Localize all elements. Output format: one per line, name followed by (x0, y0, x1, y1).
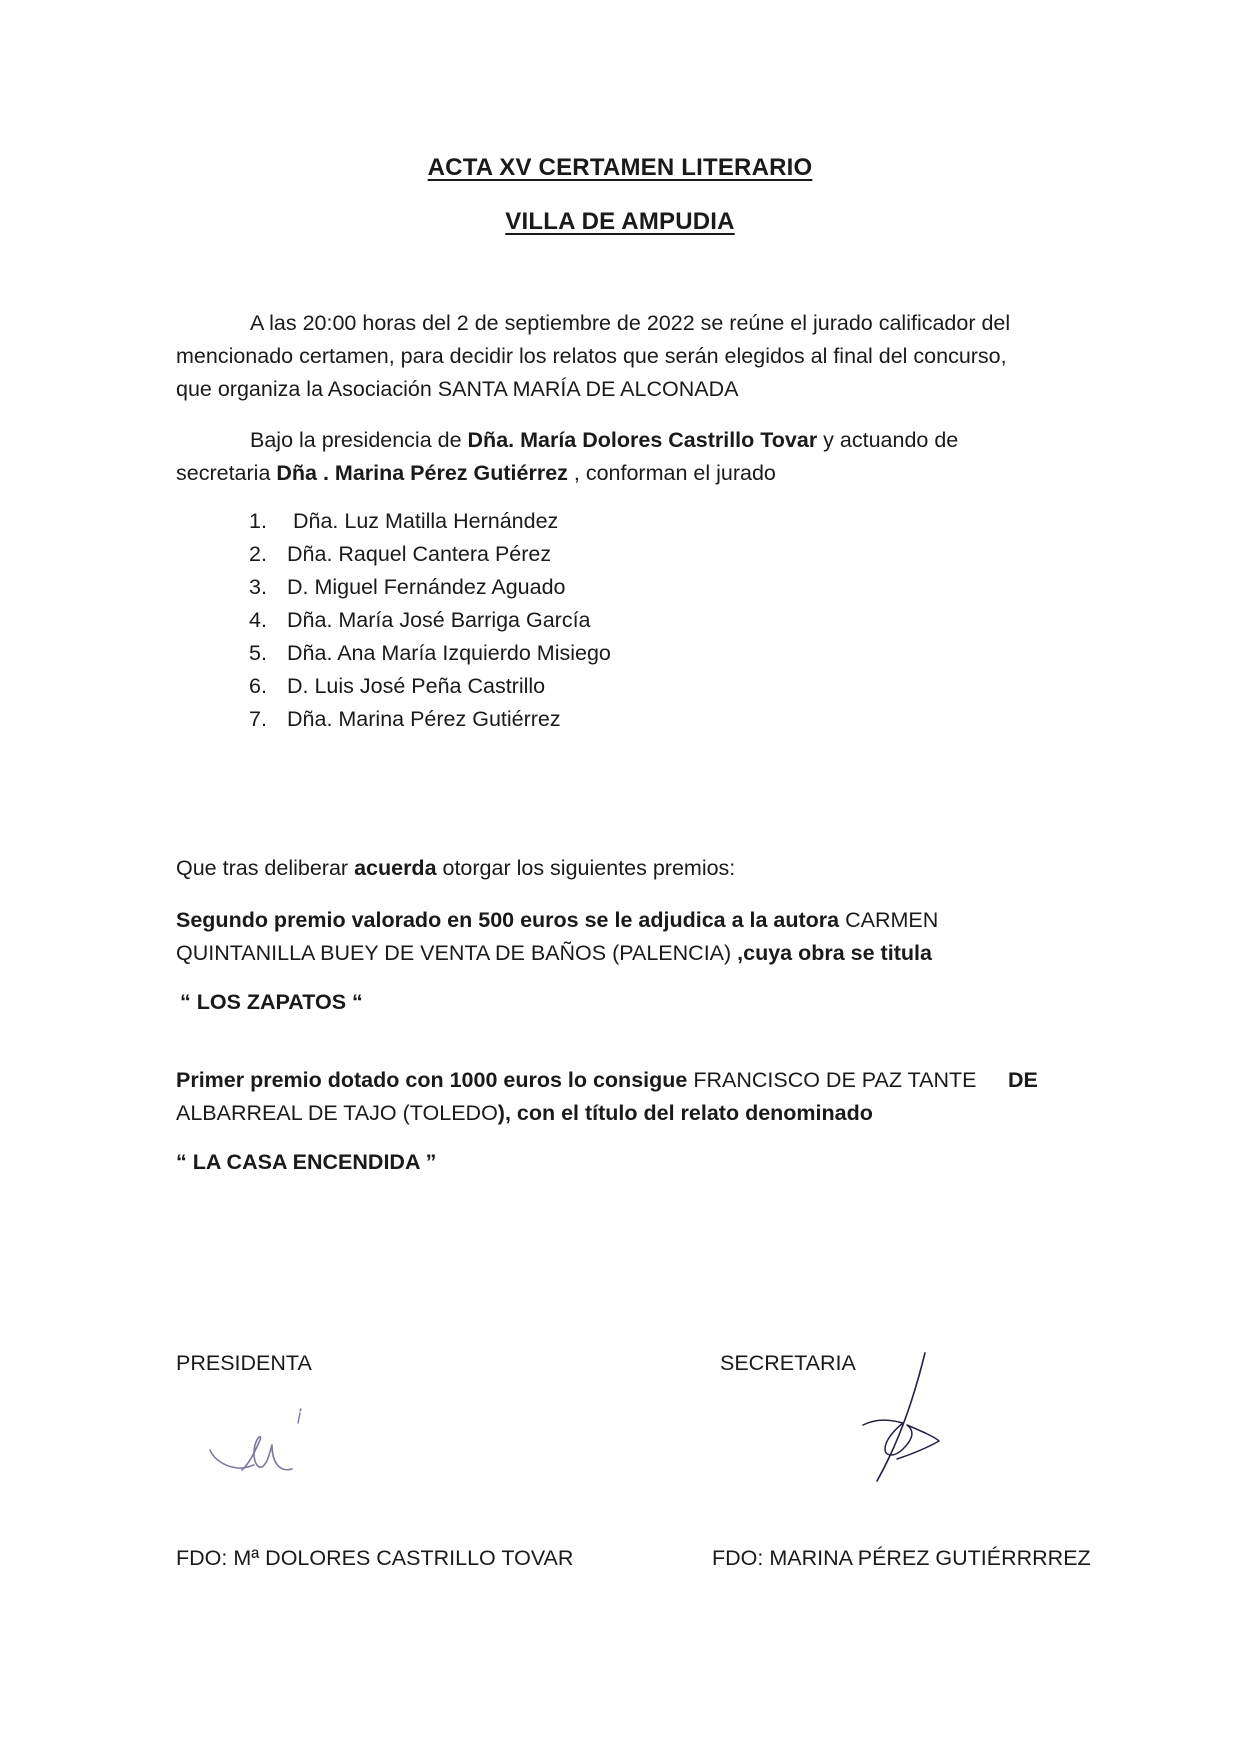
first-prize-title-intro: ), con el título del relato denominado (497, 1101, 873, 1125)
jury-member-name: Dña. Raquel Cantera Pérez (287, 542, 552, 566)
list-number: 2. (249, 542, 267, 566)
jury-member-name: Dña. María José Barriga García (287, 608, 591, 632)
presidency-text-2: y actuando de (817, 428, 959, 452)
list-number: 6. (249, 674, 267, 698)
second-prize-title-intro: ,cuya obra se titula (737, 941, 932, 965)
secretary-signature (855, 1345, 965, 1490)
list-item (249, 637, 611, 670)
list-item (249, 505, 611, 538)
deliberation-keyword: acuerda (354, 856, 437, 880)
second-prize-line-2 (176, 937, 932, 970)
list-number: 1. (249, 509, 267, 533)
list-item (249, 670, 611, 703)
intro-line-2: mencionado certamen, para decidir los relatos que serán elegidos al final del concurso, (176, 344, 1007, 368)
deliberation-line (176, 852, 735, 885)
jury-member-name: Dña. Ana María Izquierdo Misiego (287, 641, 611, 665)
jury-member-name: D. Luis José Peña Castrillo (287, 674, 546, 698)
jury-member-name: Dña. Marina Pérez Gutiérrez (287, 707, 561, 731)
second-prize-line-1 (176, 904, 938, 937)
first-prize-de: DE (1008, 1068, 1038, 1092)
second-prize-author: CARMEN (839, 908, 939, 932)
intro-line-1: A las 20:00 horas del 2 de septiembre de 2022 se reúne el jurado calificador del (250, 311, 1011, 335)
jury-list (249, 505, 611, 736)
secretary-text: secretaria (176, 461, 277, 485)
first-prize-line-2 (176, 1097, 873, 1130)
presidency-line-1 (250, 424, 958, 457)
first-prize-line-1 (176, 1064, 976, 1097)
list-item (249, 703, 611, 736)
list-item (249, 538, 611, 571)
jury-member-name: Dña. Luz Matilla Hernández (287, 509, 559, 533)
list-item (249, 571, 611, 604)
first-prize-author-origin: ALBARREAL DE TAJO (TOLEDO (176, 1101, 498, 1125)
jury-member-name: D. Miguel Fernández Aguado (287, 575, 566, 599)
intro-line-3: que organiza la Asociación SANTA MARÍA DE ALCONADA (176, 377, 739, 401)
president-name: Dña. María Dolores Castrillo Tovar (467, 428, 818, 452)
first-prize-author: FRANCISCO DE PAZ TANTE (687, 1068, 977, 1092)
list-number: 5. (249, 641, 267, 665)
deliberation-text-2: otorgar los siguientes premios: (436, 856, 736, 880)
second-prize-label: Segundo premio valorado en 500 euros se le adjudica a la autora (176, 908, 840, 932)
second-prize-author-origin: QUINTANILLA BUEY DE VENTA DE BAÑOS (PALENCIA) (176, 941, 738, 965)
secretary-label: SECRETARIA (720, 1351, 856, 1375)
list-number: 3. (249, 575, 267, 599)
secretary-name: Dña . Marina Pérez Gutiérrez (276, 461, 568, 485)
document-title: ACTA XV CERTAMEN LITERARIO (427, 154, 813, 181)
jury-intro-text: , conforman el jurado (567, 461, 776, 485)
deliberation-text: Que tras deliberar (176, 856, 355, 880)
first-prize-work: “ LA CASA ENCENDIDA ” (176, 1150, 437, 1174)
presidency-text: Bajo la presidencia de (250, 428, 468, 452)
list-number: 7. (249, 707, 267, 731)
secretary-signed-name: FDO: MARINA PÉREZ GUTIÉRRRREZ (712, 1546, 1091, 1570)
president-signed-name: FDO: Mª DOLORES CASTRILLO TOVAR (176, 1546, 574, 1570)
list-item (249, 604, 611, 637)
first-prize-label: Primer premio dotado con 1000 euros lo consigue (176, 1068, 688, 1092)
president-signature (200, 1405, 330, 1495)
second-prize-work: “ LOS ZAPATOS “ (180, 990, 363, 1014)
list-number: 4. (249, 608, 267, 632)
presidency-line-2 (176, 457, 776, 490)
president-label: PRESIDENTA (176, 1351, 312, 1375)
document-subtitle: VILLA DE AMPUDIA (505, 208, 735, 235)
